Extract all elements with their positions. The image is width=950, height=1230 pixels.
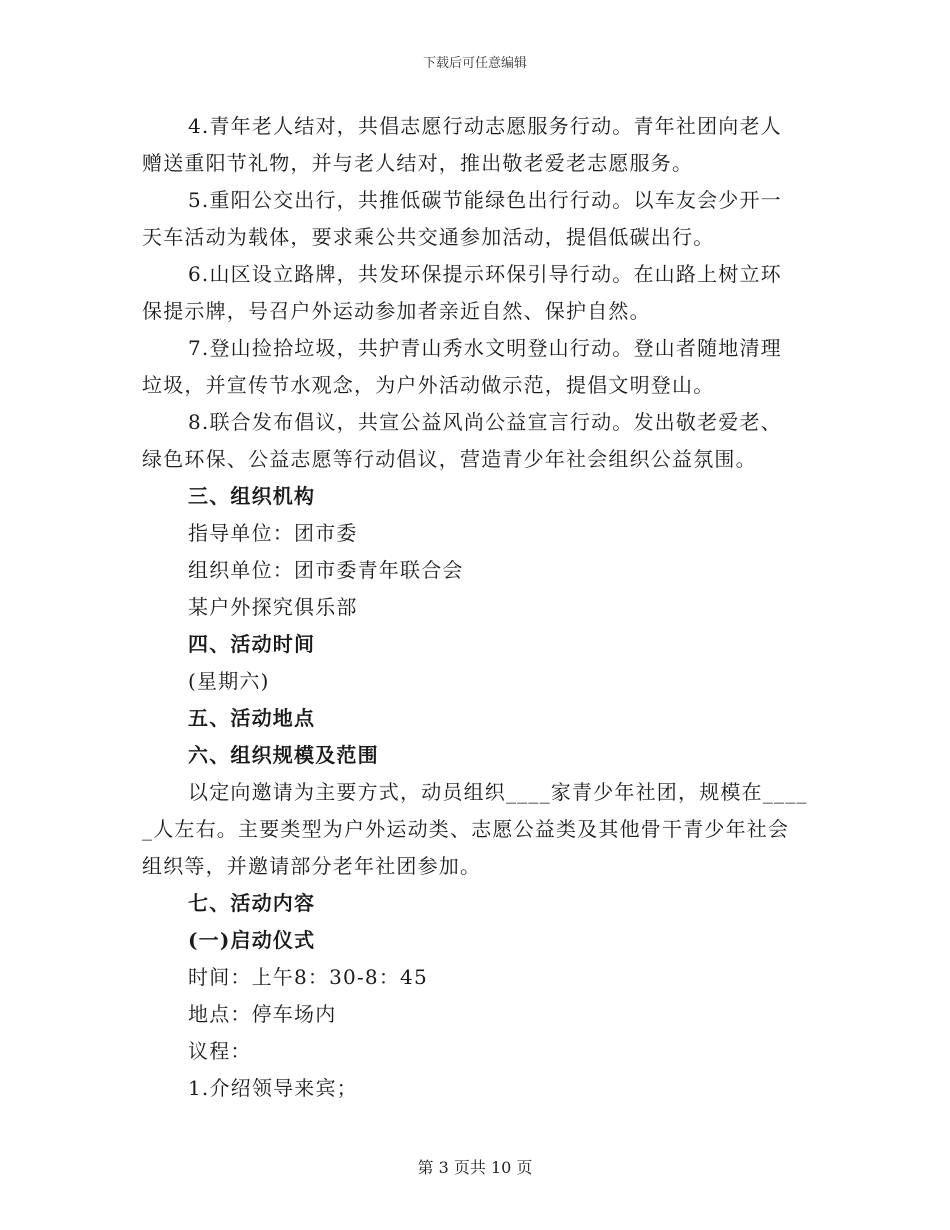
text-line: (星期六) <box>188 669 270 693</box>
text-line: 组织等，并邀请部分老年社团参加。 <box>142 854 482 878</box>
text-line: 天车活动为载体，要求乘公共交通参加活动，提倡低碳出行。 <box>142 225 715 249</box>
text-line: 议程： <box>188 1039 252 1063</box>
text-line: 赠送重阳节礼物，并与老人结对，推出敬老爱老志愿服务。 <box>142 151 694 175</box>
page-header: 下载后可任意编辑 <box>422 56 527 71</box>
section-heading: 三、组织机构 <box>188 484 316 508</box>
text-line: 1.介绍领导来宾； <box>188 1076 358 1100</box>
text-line: 绿色环保、公益志愿等行动倡议，营造青少年社会组织公益氛围。 <box>142 447 757 471</box>
text-line: 某户外探究俱乐部 <box>188 595 358 619</box>
text-line: _人左右。主要类型为户外运动类、志愿公益类及其他骨干青少年社会 <box>142 817 790 841</box>
document-body <box>142 108 808 1107</box>
section-heading: (一)启动仪式 <box>188 928 316 952</box>
section-heading: 七、活动内容 <box>188 891 316 915</box>
section-heading: 六、组织规模及范围 <box>188 743 379 767</box>
section-heading: 四、活动时间 <box>188 632 316 656</box>
page-footer: 第 3 页共 10 页 <box>417 1158 533 1177</box>
text-line: 组织单位：团市委青年联合会 <box>188 558 464 582</box>
section-heading: 五、活动地点 <box>188 706 316 730</box>
text-line: 6.山区设立路牌，共发环保提示环保引导行动。在山路上树立环 <box>188 262 782 286</box>
text-line: 地点：停车场内 <box>188 1002 337 1026</box>
text-line: 时间：上午8：30-8：45 <box>188 965 428 989</box>
text-line: 垃圾，并宣传节水观念，为户外活动做示范，提倡文明登山。 <box>142 373 715 397</box>
text-line: 5.重阳公交出行，共推低碳节能绿色出行行动。以车友会少开一 <box>188 188 782 212</box>
text-line: 保提示牌，号召户外运动参加者亲近自然、保护自然。 <box>142 299 651 323</box>
text-line: 指导单位：团市委 <box>188 521 358 545</box>
text-line: 以定向邀请为主要方式，动员组织____家青少年社团，规模在____ <box>188 780 808 804</box>
text-line: 4.青年老人结对，共倡志愿行动志愿服务行动。青年社团向老人 <box>188 114 782 138</box>
text-line: 8.联合发布倡议，共宣公益风尚公益宣言行动。发出敬老爱老、 <box>188 410 782 434</box>
text-line: 7.登山捡拾垃圾，共护青山秀水文明登山行动。登山者随地清理 <box>188 336 782 360</box>
